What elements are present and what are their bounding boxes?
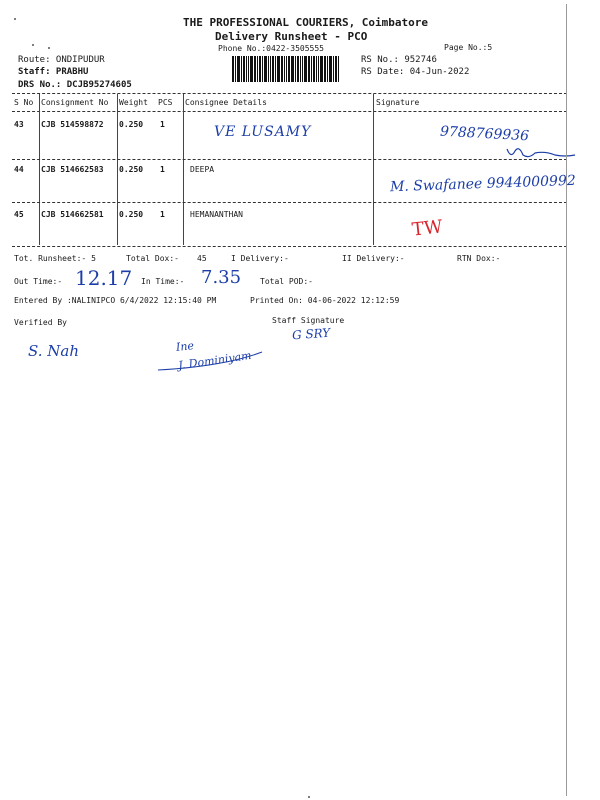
- table-bottom-rule: [12, 246, 567, 247]
- phone-number: Phone No.:0422-3505555: [218, 44, 324, 53]
- speck: [48, 47, 50, 49]
- row-sno: 43: [14, 120, 24, 129]
- runsheet-subtitle: Delivery Runsheet - PCO: [215, 30, 368, 43]
- rs-date: RS Date: 04-Jun-2022: [361, 67, 470, 77]
- col-divider: [183, 94, 184, 245]
- staff-signature: G SRY: [291, 325, 331, 343]
- col-pcs: PCS: [158, 98, 173, 107]
- rtn-dox: RTN Dox:-: [457, 254, 501, 263]
- verified-by-label: Verified By: [14, 318, 67, 327]
- col-weight: Weight: [119, 98, 148, 107]
- in-time-label: In Time:-: [141, 277, 185, 286]
- row-pcs: 1: [160, 210, 165, 219]
- entered-by: Entered By :NALINIPCO 6/4/2022 12:15:40 PM: [14, 296, 217, 305]
- row-consignee: HEMANANTHAN: [190, 210, 243, 219]
- col-divider: [373, 94, 374, 245]
- total-dox-value: 45: [197, 254, 207, 263]
- row-weight: 0.250: [119, 165, 144, 174]
- total-dox-label: Total Dox:-: [126, 254, 179, 263]
- row-consignee: DEEPA: [190, 165, 215, 174]
- table-top-rule: [12, 93, 567, 94]
- row-rule: [12, 159, 567, 160]
- row-consignment: CJB 514662583: [41, 165, 104, 174]
- handwritten-signature: TW: [410, 216, 444, 241]
- route: Route: ONDIPUDUR: [18, 55, 105, 65]
- col-sno: S No: [14, 98, 34, 107]
- speck: [308, 796, 310, 798]
- row-consignment: CJB 514662581: [41, 210, 104, 219]
- col-signature: Signature: [376, 98, 420, 107]
- row-sno: 45: [14, 210, 24, 219]
- total-runsheet: Tot. Runsheet:- 5: [14, 254, 96, 263]
- handwritten-out-time: 12.17: [75, 266, 133, 290]
- handwritten-consignee-name: VE LUSAMY: [214, 124, 312, 140]
- drs-number: DRS No.: DCJB95274605: [18, 80, 132, 90]
- handwritten-in-time: 7.35: [201, 267, 242, 288]
- col-divider: [117, 94, 118, 245]
- row-sno: 44: [14, 165, 24, 174]
- ii-delivery: II Delivery:-: [342, 254, 405, 263]
- staff: Staff: PRABHU: [18, 67, 89, 77]
- staff-signature-label: Staff Signature: [272, 316, 345, 325]
- middle-signature-initials: Ine: [175, 339, 195, 354]
- handwritten-signature: M. Swafanee 9944000992: [389, 172, 577, 196]
- barcode: [232, 56, 352, 82]
- speck: [32, 44, 34, 46]
- table-header-rule: [12, 111, 567, 112]
- middle-signature-flourish: [156, 344, 266, 374]
- col-divider: [39, 94, 40, 245]
- row-weight: 0.250: [119, 120, 144, 129]
- verified-signature: S. Nah: [28, 342, 80, 360]
- middle-signature-name: J. Dominiyam: [177, 348, 253, 373]
- handwritten-phone: 9788769936: [439, 123, 530, 145]
- row-rule: [12, 202, 567, 203]
- row-consignment: CJB 514598872: [41, 120, 104, 129]
- speck: [14, 18, 16, 20]
- page-number: Page No.:5: [444, 43, 493, 52]
- col-consignment: Consignment No: [41, 98, 109, 107]
- out-time-label: Out Time:-: [14, 277, 63, 286]
- col-consignee: Consignee Details: [185, 98, 267, 107]
- row-pcs: 1: [160, 165, 165, 174]
- printed-on: Printed On: 04-06-2022 12:12:59: [250, 296, 400, 305]
- i-delivery: I Delivery:-: [231, 254, 289, 263]
- rs-number: RS No.: 952746: [361, 55, 437, 65]
- total-pod: Total POD:-: [260, 277, 313, 286]
- scan-edge: [566, 4, 567, 796]
- row-pcs: 1: [160, 120, 165, 129]
- company-title: THE PROFESSIONAL COURIERS, Coimbatore: [183, 16, 429, 29]
- row-weight: 0.250: [119, 210, 144, 219]
